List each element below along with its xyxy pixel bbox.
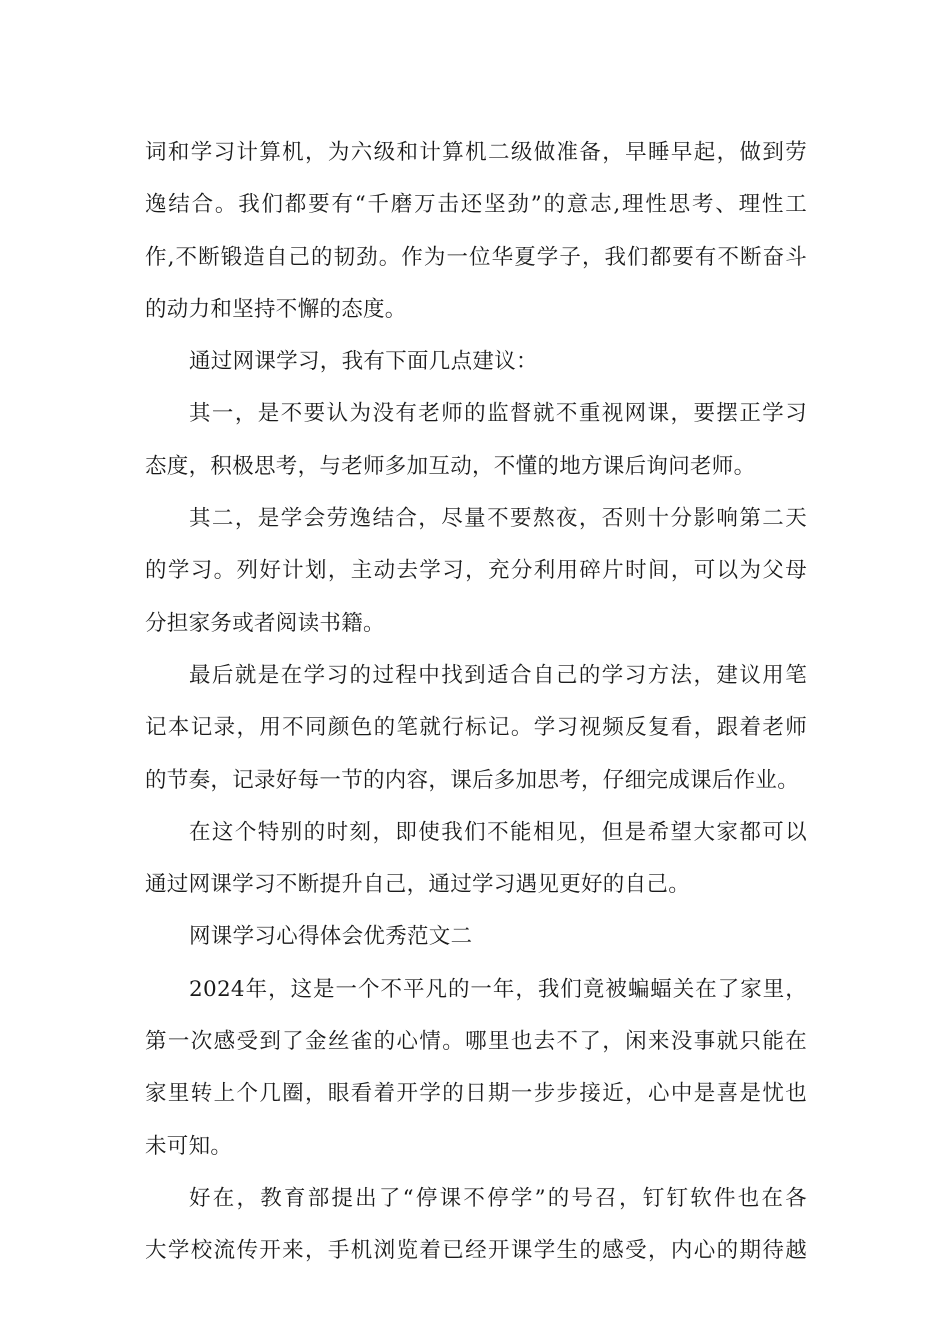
text-line: 其一，是不要认为没有老师的监督就不重视网课，要摆正学习 bbox=[189, 401, 807, 427]
text-line: 词和学习计算机，为六级和计算机二级做准备，早睡早起，做到劳 bbox=[145, 140, 807, 165]
text-line: 2024年，这是一个不平凡的一年，我们竟被蝙蝠关在了家里， bbox=[189, 976, 807, 1002]
text-line: 大学校流传开来，手机浏览着已经开课学生的感受，内心的期待越 bbox=[145, 1238, 807, 1264]
text-line: 其二，是学会劳逸结合，尽量不要熬夜，否则十分影响第二天 bbox=[189, 506, 807, 532]
text-line: 好在，教育部提出了“停课不停学”的号召，钉钉软件也在各 bbox=[189, 1185, 807, 1211]
text-line: 的学习。列好计划，主动去学习，充分利用碎片时间，可以为父母 bbox=[145, 558, 807, 584]
text-line: 网课学习心得体会优秀范文二 bbox=[189, 924, 473, 950]
text-line: 的节奏，记录好每一节的内容，课后多加思考，仔细完成课后作业。 bbox=[145, 767, 800, 793]
text-line: 最后就是在学习的过程中找到适合自己的学习方法，建议用笔 bbox=[189, 662, 807, 688]
text-line: 态度，积极思考，与老师多加互动，不懂的地方课后询问老师。 bbox=[145, 453, 756, 479]
text-line: 在这个特别的时刻，即使我们不能相见，但是希望大家都可以 bbox=[189, 819, 807, 845]
text-line: 通过网课学习，我有下面几点建议： bbox=[189, 349, 538, 375]
text-line: 记本记录，用不同颜色的笔就行标记。学习视频反复看，跟着老师 bbox=[145, 715, 807, 741]
text-line: 未可知。 bbox=[145, 1133, 233, 1159]
text-line: 的动力和坚持不懈的态度。 bbox=[145, 296, 407, 322]
text-line: 作,不断锻造自己的韧劲。作为一位华夏学子，我们都要有不断奋斗 bbox=[145, 244, 807, 270]
text-line: 逸结合。我们都要有“千磨万击还坚劲”的意志,理性思考、理性工 bbox=[145, 192, 807, 218]
text-line: 第一次感受到了金丝雀的心情。哪里也去不了，闲来没事就只能在 bbox=[145, 1029, 807, 1055]
text-line: 家里转上个几圈，眼看着开学的日期一步步接近，心中是喜是忧也 bbox=[145, 1081, 807, 1107]
text-line: 分担家务或者阅读书籍。 bbox=[145, 610, 385, 636]
document-body bbox=[145, 127, 807, 1278]
text-line: 通过网课学习不断提升自己，通过学习遇见更好的自己。 bbox=[145, 872, 691, 898]
